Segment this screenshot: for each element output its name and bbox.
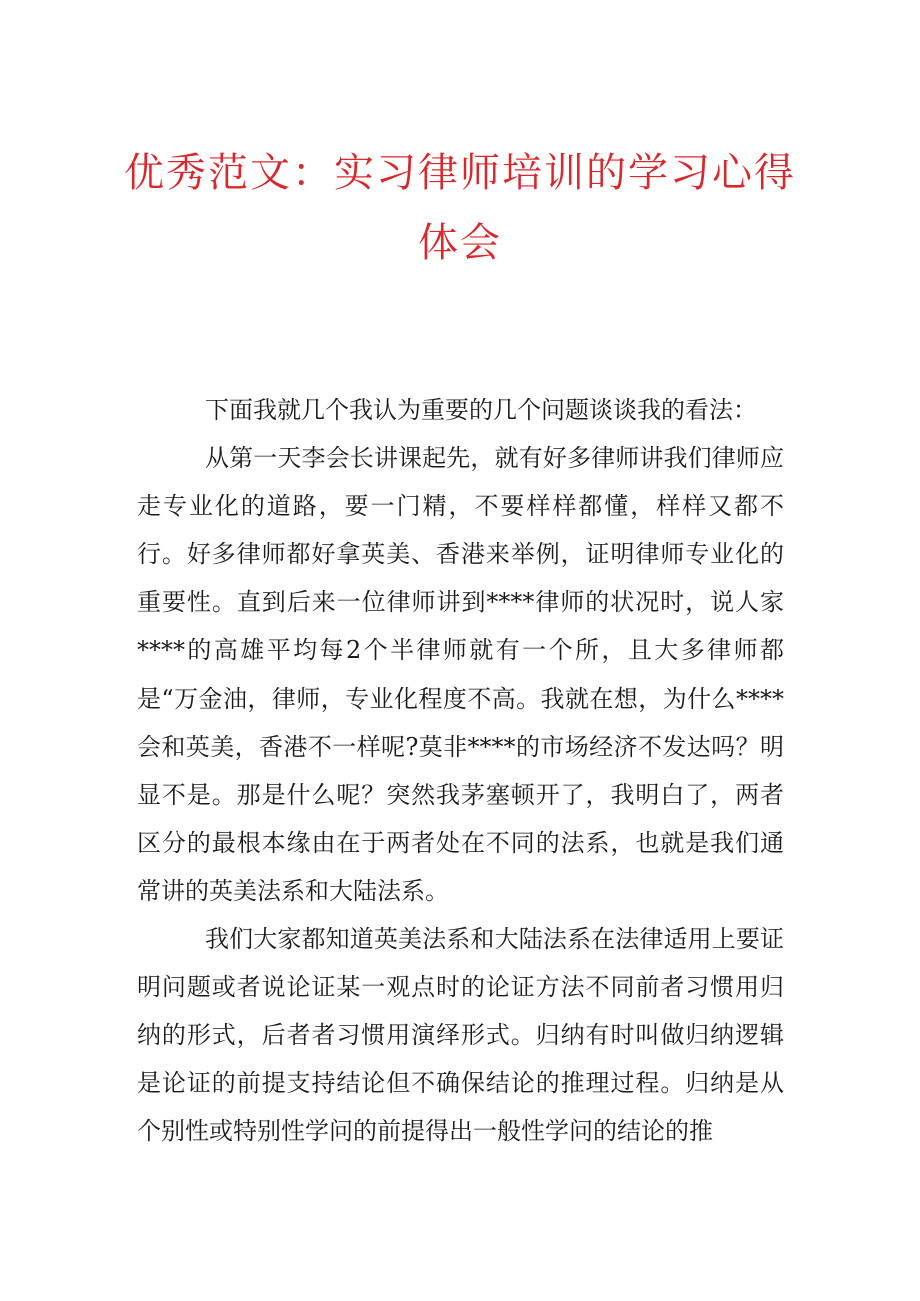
paragraph-specialization: 从第一天李会长讲课起先，就有好多律师讲我们律师应走专业化的道路，要一门精，不要样样都懂，样样又都不行。好多律师都好拿英美、香港来举例，证明律师专业化的重要性。直到后来一位律师讲到****律师的状况时，说人家****的高雄平均每2个半律师就有一个所，且大多律师都是“万金油，律师，专业化程度不高。我就在想，为什么****会和英美，香港不一样呢?莫非****的市场经济不发达吗？明显不是。那是什么呢？突然我茅塞顿开了，我明白了，两者区分的最根本缘由在于两者处在不同的法系，也就是我们通常讲的英美法系和大陆法系。 xyxy=(137,444,784,905)
document-body xyxy=(137,386,784,1156)
paragraph-legal-systems: 我们大家都知道英美法系和大陆法系在法律适用上要证明问题或者说论证某一观点时的论证方法不同前者习惯用归纳的形式，后者者习惯用演绎形式。归纳有时叫做归纳逻辑是论证的前提支持结论但不确保结论的推理过程。归纳是从个别性或特别性学问的前提得出一般性学问的结论的推 xyxy=(137,925,784,1146)
document-title: 优秀范文：实习律师培训的学习心得体会 xyxy=(124,150,796,266)
paragraph-intro: 下面我就几个我认为重要的几个问题谈谈我的看法： xyxy=(205,396,757,424)
